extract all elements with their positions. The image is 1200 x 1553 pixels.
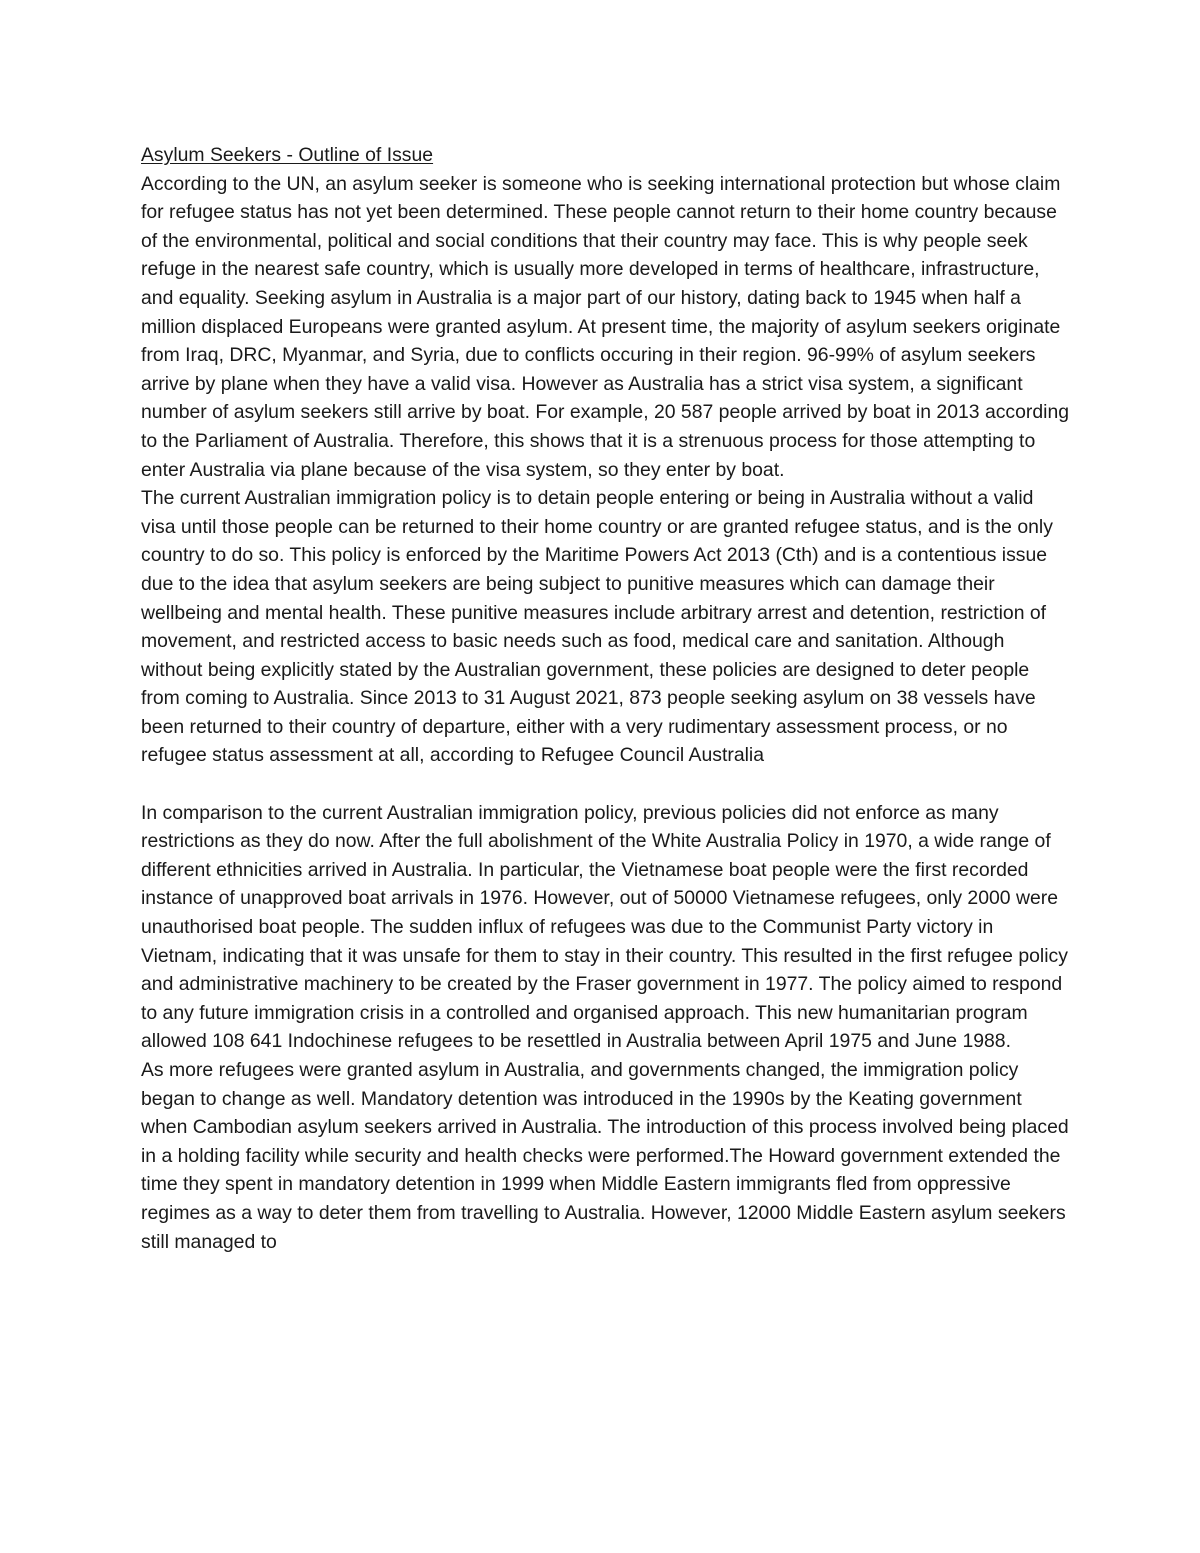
- paragraph-spacer: [141, 770, 1071, 799]
- paragraph-policy-changes: As more refugees were granted asylum in Australia, and governments changed, the immigration policy began to change as well. Mandatory detention was introduced in the 1990s by the Keating government when Cambodian asylum seekers arrived in Australia. The introduction of this process involved being placed in a holding facility while security and health checks were performed.The Howard government extended the time they spent in mandatory detention in 1999 when Middle Eastern immigrants fled from oppressive regimes as a way to deter them from travelling to Australia. However, 12000 Middle Eastern asylum seekers still managed to: [141, 1059, 1069, 1253]
- paragraph-outline: According to the UN, an asylum seeker is someone who is seeking international protection but whose claim for refugee status has not yet been determined. These people cannot return to their home country because of the environmental, political and social conditions that their country may face. This is why people seek refuge in the nearest safe country, which is usually more developed in terms of healthcare, infrastructure, and equality. Seeking asylum in Australia is a major part of our history, dating back to 1945 when half a million displaced Europeans were granted asylum. At present time, the majority of asylum seekers originate from Iraq, DRC, Myanmar, and Syria, due to conflicts occuring in their region. 96-99% of asylum seekers arrive by plane when they have a valid visa. However as Australia has a strict visa system, a significant number of asylum seekers still arrive by boat. For example, 20 587 people arrived by boat in 2013 according to the Parliament of Australia. Therefore, this shows that it is a strenuous process for those attempting to enter Australia via plane because of the visa system, so they enter by boat.: [141, 172, 1070, 481]
- document-title: Asylum Seekers - Outline of Issue: [141, 144, 434, 166]
- document-body: [141, 141, 1071, 1256]
- paragraph-previous-policies: In comparison to the current Australian immigration policy, previous policies did not enforce as many restrictions as they do now. After the full abolishment of the White Australia Policy in 1970, a wide range of different ethnicities arrived in Australia. In particular, the Vietnamese boat people were the first recorded instance of unapproved boat arrivals in 1976. However, out of 50000 Vietnamese refugees, only 2000 were unauthorised boat people. The sudden influx of refugees was due to the Communist Party victory in Vietnam, indicating that it was unsafe for them to stay in their country. This resulted in the first refugee policy and administrative machinery to be created by the Fraser government in 1977. The policy aimed to respond to any future immigration crisis in a controlled and organised approach. This new humanitarian program allowed 108 641 Indochinese refugees to be resettled in Australia between April 1975 and June 1988.: [141, 801, 1068, 1053]
- paragraph-current-policy: The current Australian immigration policy is to detain people entering or being in Australia without a valid visa until those people can be returned to their home country or are granted refugee status, and is the only country to do so. This policy is enforced by the Maritime Powers Act 2013 (Cth) and is a contentious issue due to the idea that asylum seekers are being subject to punitive measures which can damage their wellbeing and mental health. These punitive measures include arbitrary arrest and detention, restriction of movement, and restricted access to basic needs such as food, medical care and sanitation. Although without being explicitly stated by the Australian government, these policies are designed to deter people from coming to Australia. Since 2013 to 31 August 2021, 873 people seeking asylum on 38 vessels have been returned to their country of departure, either with a very rudimentary assessment process, or no refugee status assessment at all, according to Refugee Council Australia: [141, 487, 1053, 767]
